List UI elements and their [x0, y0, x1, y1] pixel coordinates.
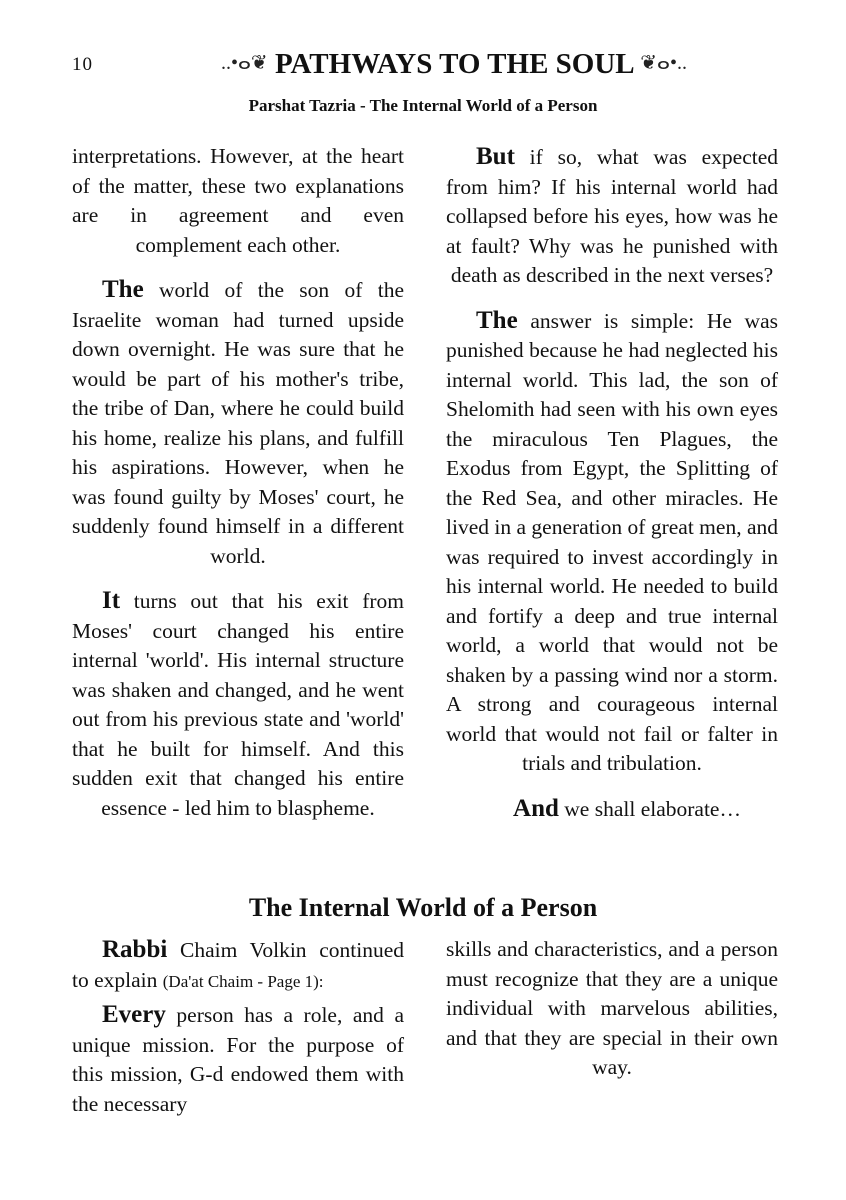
page-number: 10	[72, 54, 93, 75]
paragraph: interpretations. However, at the heart of the matter, these two explanations are in agreement and even complement each other.	[72, 144, 404, 257]
paragraph-text: if so, what was expected from him? If his internal world had collapsed before his eyes, how was he at fault? Why was he punished with death as described in the next verses?	[446, 145, 778, 287]
bottom-left-column	[72, 935, 404, 1123]
lead-word: The	[476, 306, 518, 334]
running-title-line	[130, 48, 778, 81]
source-reference: (Da'at Chaim - Page 1):	[162, 971, 324, 991]
section-heading: The Internal World of a Person	[248, 893, 598, 922]
lead-word: But	[476, 143, 515, 170]
paragraph	[446, 142, 778, 291]
ornament-right-icon: ❦ⴰ•..	[640, 52, 687, 74]
page-header	[72, 48, 778, 92]
lead-word: And	[513, 794, 559, 822]
paragraph	[72, 275, 404, 571]
top-left-column	[72, 142, 404, 838]
paragraph-text: person has a role, and a unique mission. For the purpose of this mission, G-d endowed them with the necessary	[72, 1003, 404, 1116]
paragraph	[72, 935, 404, 996]
paragraph	[72, 1000, 404, 1119]
paragraph	[72, 586, 404, 823]
paragraph: skills and characteristics, and a person must recognize that they are a unique individual with marvelous abilities, and that they are special in their own way.	[446, 937, 778, 1079]
paragraph-text: Chaim Volkin continued to explain	[72, 938, 404, 992]
paragraph-text: world of the son of the Israelite woman had turned upside down overnight. He was sure that he would be part of his mother's tribe, the tribe of Dan, where he could build his home, realize his plans, and fulfill his aspirations. However, when he was found guilty by Moses' court, he suddenly found himself in a different world.	[72, 278, 404, 568]
lead-word: The	[102, 276, 144, 303]
ornament-left-icon: ..•ⴰ❦	[221, 52, 268, 74]
paragraph-text: we shall elaborate…	[558, 796, 741, 821]
lead-word: Every	[102, 1001, 166, 1028]
bottom-right-column	[446, 935, 778, 1087]
book-title: PATHWAYS TO THE SOUL	[274, 48, 634, 80]
chapter-subtitle: Parshat Tazria - The Internal World of a Person	[248, 96, 598, 115]
paragraph-text: turns out that his exit from Moses' court changed his entire internal 'world'. His internal structure was shaken and changed, and he went out from his previous state and 'world' that he built for himself. And this sudden exit that changed his entire essence - led him to blaspheme.	[72, 589, 404, 820]
paragraph-text: answer is simple: He was punished because he had neglected his internal world. This lad, the son of Shelomith had seen with his own eyes the miraculous Ten Plagues, the Exodus from Egypt, the Splitting of the Red Sea, and other miracles. He lived in a generation of great men, and was required to invest accordingly in his internal world. He needed to build and fortify a deep and true internal world, a world that would not be shaken by a passing wind nor a storm. A strong and courageous internal world that would not fail or falter in trials and tribulation.	[446, 308, 778, 775]
paragraph	[446, 306, 778, 779]
top-right-column	[446, 142, 778, 839]
paragraph	[446, 794, 778, 825]
lead-word: It	[102, 587, 121, 614]
lead-word: Rabbi	[102, 936, 168, 963]
